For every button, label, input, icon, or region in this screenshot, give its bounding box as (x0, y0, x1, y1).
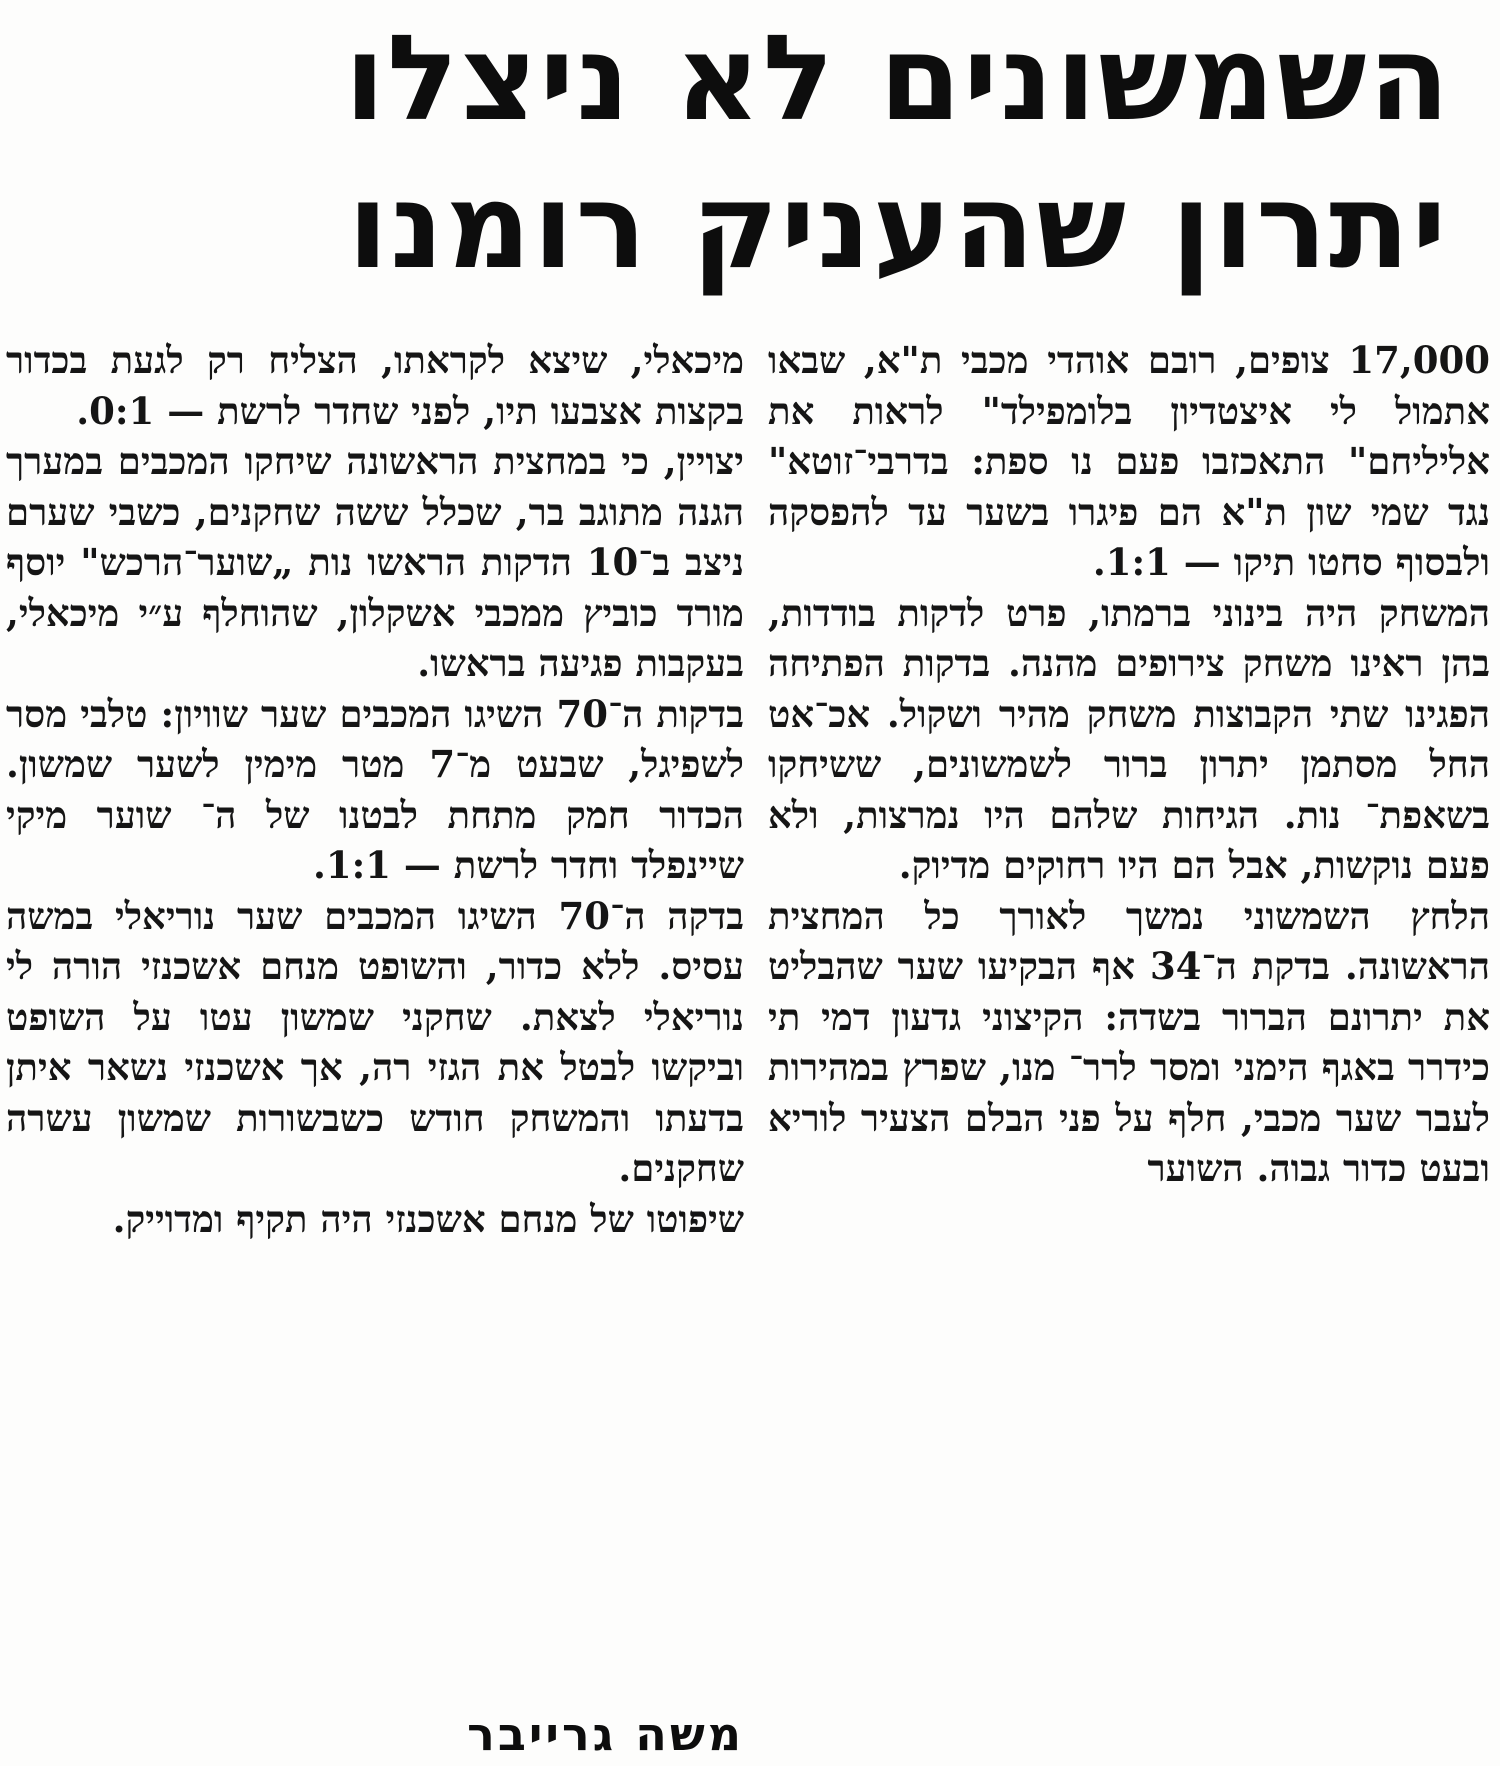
headline-line-2: יתרון שהעניק רומנו (347, 157, 1449, 295)
paragraph: יצויין, כי במחצית הראשונה שיחקו המכבים במערך הגנה מתוגב בר, שכלל ששה שחקנים, כשבי שערם ניצב ב־10 הדקות הראשו נות „שוער־הרכש" יוסף מורד כוביץ ממכבי אשקלון, שהוחלף ע״י מיכאלי, בעקבות פגיעה בראשו. (6, 439, 744, 685)
paragraph: המשחק היה בינוני ברמתו, פרט לדקות בודדות, בהן ראינו משחק צירופים מהנה. בדקות הפתיחה הפגינו שתי הקבוצות משחק מהיר ושקול. אכ־אט החל מסתמן יתרון ברור לשמשונים, ששיחקו בשאפת־ נות. הגיחות שלהם היו נמרצות, ולא פעם נוקשות, אבל הם היו רחוקים מדיוק. (768, 590, 1490, 887)
paragraph: בדקות ה־70 השיגו המכבים שער שוויון: טלבי מסר לשפיגל, שבעט מ־7 מטר מימין לשער שמשון. הכדור חמק מתחת לבטנו של ה־ שוער מיקי שיינפלד וחדר לרשת — 1:1. (6, 691, 744, 887)
paragraph: שיפוטו של מנחם אשכנזי היה תקיף ומדוייק. (112, 1196, 744, 1241)
article-column-left (6, 335, 744, 1244)
paragraph: בדקה ה־70 השיגו המכבים שער נוריאלי במשה עסיס. ללא כדור, והשופט מנחם אשכנזי הורה לי נוריאלי לצאת. שחקני שמשון עטו על השופט וביקשו לבטל את הגזי רה, אך אשכנזי נשאר איתן בדעתו והמשחק חודש כשבשורות שמשון עשרה שחקנים. (6, 893, 744, 1190)
paragraph-lead: 17,000 צופים, רובם אוהדי מכבי ת"א, שבאו אתמול לי איצטדיון בלומפילד" לראות את אליליחם" התאכזבו פעם נו ספת: בדרבי־זוטא" נגד שמי שון ת"א הם פיגרו בשער עד להפסקה ולבסוף סחטו תיקו — 1:1. (768, 338, 1490, 584)
byline: משה גרייבר (467, 1707, 744, 1761)
headline (300, 4, 1496, 300)
paragraph: הלחץ השמשוני נמשך לאורך כל המחצית הראשונה. בדקת ה־34 אף הבקיעו שער שהבליט את יתרונם הברור בשדה: הקיצוני גדעון דמי תי כידרר באגף הימני ומסר לרר־ מנו, שפרץ במהירות לעבר שער מכבי, חלף על פני הבלם הצעיר לוריא ובעט כדור גבוה. השוער (768, 893, 1490, 1190)
article-column-right (768, 335, 1490, 1194)
paragraph: מיכאלי, שיצא לקראתו, הצליח רק לגעת בכדור בקצות אצבעו תיו, לפני שחדר לרשת — 0:1. (6, 338, 744, 433)
headline-line-1: השמשונים לא ניצלו (344, 9, 1452, 147)
